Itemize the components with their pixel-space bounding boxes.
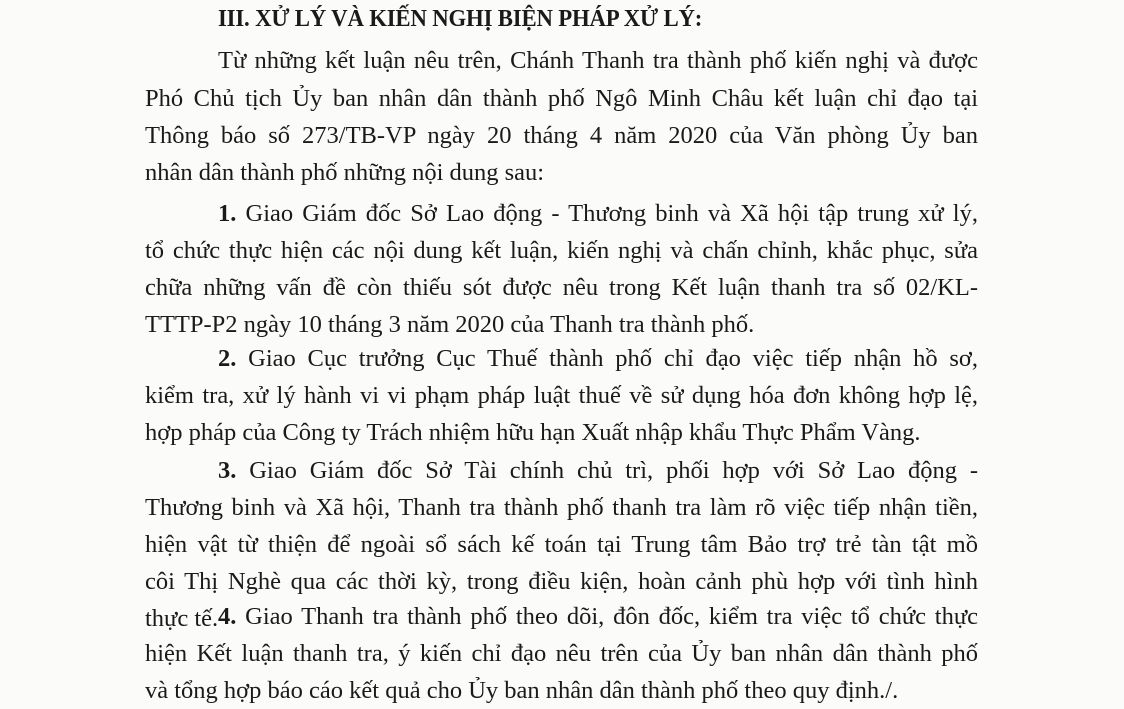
text-line bbox=[218, 344, 978, 374]
text-line: Thương binh và Xã hội, Thanh tra thành phố thanh tra làm rõ việc tiếp nhận tiền, bbox=[145, 494, 978, 521]
text-line: chữa những vấn đề còn thiếu sót được nêu trong Kết luận thanh tra số 02/KL- bbox=[145, 274, 978, 301]
text-line: tổ chức thực hiện các nội dung kết luận, kiến nghị và chấn chỉnh, khắc phục, sửa bbox=[145, 237, 978, 264]
text-line: Phó Chủ tịch Ủy ban nhân dân thành phố Ngô Minh Châu kết luận chỉ đạo tại bbox=[145, 85, 978, 112]
section-heading: III. XỬ LÝ VÀ KIẾN NGHỊ BIỆN PHÁP XỬ LÝ: bbox=[218, 5, 703, 32]
item-text: Giao Cục trưởng Cục Thuế thành phố chỉ đạo việc tiếp nhận hồ sơ, bbox=[236, 345, 978, 372]
item-number: 3. bbox=[218, 457, 237, 484]
item-number: 1. bbox=[218, 200, 237, 227]
text-line: TTTP-P2 ngày 10 tháng 3 năm 2020 của Thanh tra thành phố. bbox=[145, 311, 755, 338]
text-line: thực tế. bbox=[145, 605, 219, 632]
text-line: hợp pháp của Công ty Trách nhiệm hữu hạn Xuất nhập khẩu Thực Phẩm Vàng. bbox=[145, 419, 921, 446]
text-line: nhân dân thành phố những nội dung sau: bbox=[145, 159, 545, 186]
text-line: Từ những kết luận nêu trên, Chánh Thanh tra thành phố kiến nghị và được bbox=[218, 47, 978, 74]
item-text: Giao Giám đốc Sở Lao động - Thương binh và Xã hội tập trung xử lý, bbox=[236, 200, 978, 227]
item-number: 2. bbox=[218, 345, 237, 372]
text-line: và tổng hợp báo cáo kết quả cho Ủy ban nhân dân thành phố theo quy định./. bbox=[145, 677, 899, 704]
text-line bbox=[218, 602, 978, 632]
text-line: hiện Kết luận thanh tra, ý kiến chỉ đạo nêu trên của Ủy ban nhân dân thành phố bbox=[145, 640, 978, 667]
text-line bbox=[218, 199, 978, 229]
item-number: 4. bbox=[218, 603, 237, 630]
text-line: côi Thị Nghè qua các thời kỳ, trong điều kiện, hoàn cảnh phù hợp với tình hình bbox=[145, 568, 978, 595]
item-text: Giao Thanh tra thành phố theo dõi, đôn đốc, kiểm tra việc tổ chức thực bbox=[236, 603, 978, 630]
text-line bbox=[218, 456, 978, 486]
text-line: kiểm tra, xử lý hành vi vi phạm pháp luật thuế về sử dụng hóa đơn không hợp lệ, bbox=[145, 382, 978, 409]
text-line: Thông báo số 273/TB-VP ngày 20 tháng 4 năm 2020 của Văn phòng Ủy ban bbox=[145, 122, 978, 149]
item-text: Giao Giám đốc Sở Tài chính chủ trì, phối hợp với Sở Lao động - bbox=[236, 457, 978, 484]
text-line: hiện vật từ thiện để ngoài sổ sách kế toán tại Trung tâm Bảo trợ trẻ tàn tật mồ bbox=[145, 531, 978, 558]
